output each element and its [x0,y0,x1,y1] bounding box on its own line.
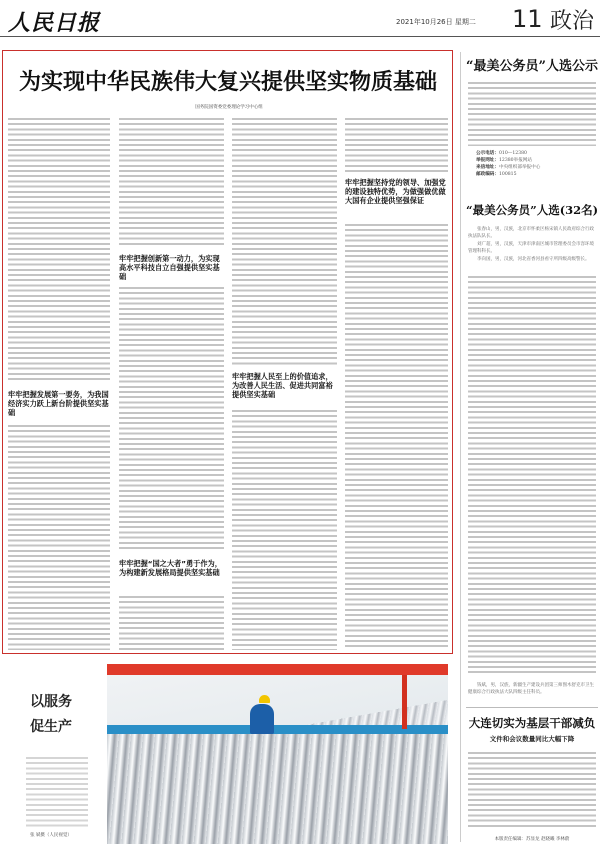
list-item: 张春山，男，汉族，北京市怀柔区杨宋镇人民政府综合行政执法队队长。 [468,227,594,240]
article-body-text [8,425,110,650]
aluminum-tubes [107,732,448,844]
masthead-logo: 人民日报 [8,10,101,36]
list-item: 钱斌，男，汉族，新疆生产建设兵团第三师图木舒克市卫生健康综合行政执法大队四级主任科员。 [468,683,594,696]
article-body-text [232,118,337,366]
contact-line: 公示电话：010—12380 [476,151,527,156]
candidate-list [468,226,596,263]
list-title: “最美公务员”人选(32名) [466,203,599,217]
candidate-list-text [468,276,596,676]
subhead: 牢牢把握人民至上的价值追求，为改善人民生活、促进共同富裕提供坚实基础 [232,372,333,399]
subhead: 牢牢把握创新第一动力，为实现高水平科技自立自强提供坚实基础 [119,254,220,281]
section-name: 政治 [550,9,595,34]
issue-date: 2021年10月26日 星期二 [396,18,476,26]
photo-credit: 张 斌摄（人民视觉） [30,833,72,838]
list-item: 李向国，男，汉族，河北省香河县看守所四级高级警长。 [477,256,590,262]
editor-credit: 本版责任编辑：苏显龙 赵晓曦 李林蔚 [494,837,570,842]
title-line: 以服务 [30,694,72,710]
page-title: 为实现中华民族伟大复兴提供坚实物质基础 [18,70,437,95]
contact-line: 来信地址：中央组织部举报中心 [476,165,541,170]
subhead: 牢牢把握坚持党的领导、加强党的建设独特优势，为做强做优做大国有企业提供坚强保证 [345,178,446,205]
dalian-article-subtitle: 文件和会议数量同比大幅下降 [489,735,575,743]
notice-body-text [468,82,596,146]
article-body-text [119,118,224,246]
photo-feature-title [30,690,72,740]
article-body-text [345,118,448,172]
contact-line: 邮政编码：100815 [476,172,517,177]
factory-photo [107,664,448,844]
helmet [259,695,270,703]
worker [250,704,274,734]
contact-line: 举报网址：12380举报网站 [476,158,532,163]
machinery [107,725,448,734]
subhead: 牢牢把握发展第一要务，为我国经济实力跃上新台阶提供坚实基础 [8,390,109,417]
notice-title: “最美公务员”人选公示 [466,59,598,74]
dalian-article-body [468,752,596,828]
article-body-text [119,596,224,650]
list-item: 刘广超，男，汉族，天津市津南区城市管理委员会市容环境管理科科长。 [468,241,594,255]
column-divider [460,52,461,842]
title-line: 促生产 [30,719,72,735]
article-body-text [119,287,224,550]
article-body-text [345,224,448,650]
header-rule [0,36,600,37]
subhead: 牢牢把握“国之大者”勇于作为，为构建新发展格局提供坚实基础 [119,559,222,577]
notice-contact-info [476,150,596,178]
article-body-text [8,118,110,380]
photo-caption-text [26,757,88,827]
dalian-article-title: 大连切实为基层干部减负 [468,716,596,730]
article-byline: 国务院国资委党委理论学习中心组 [195,105,263,110]
divider [466,707,598,708]
article-body-text [232,410,337,650]
crane [402,675,407,729]
page-number: 11 [512,5,543,33]
